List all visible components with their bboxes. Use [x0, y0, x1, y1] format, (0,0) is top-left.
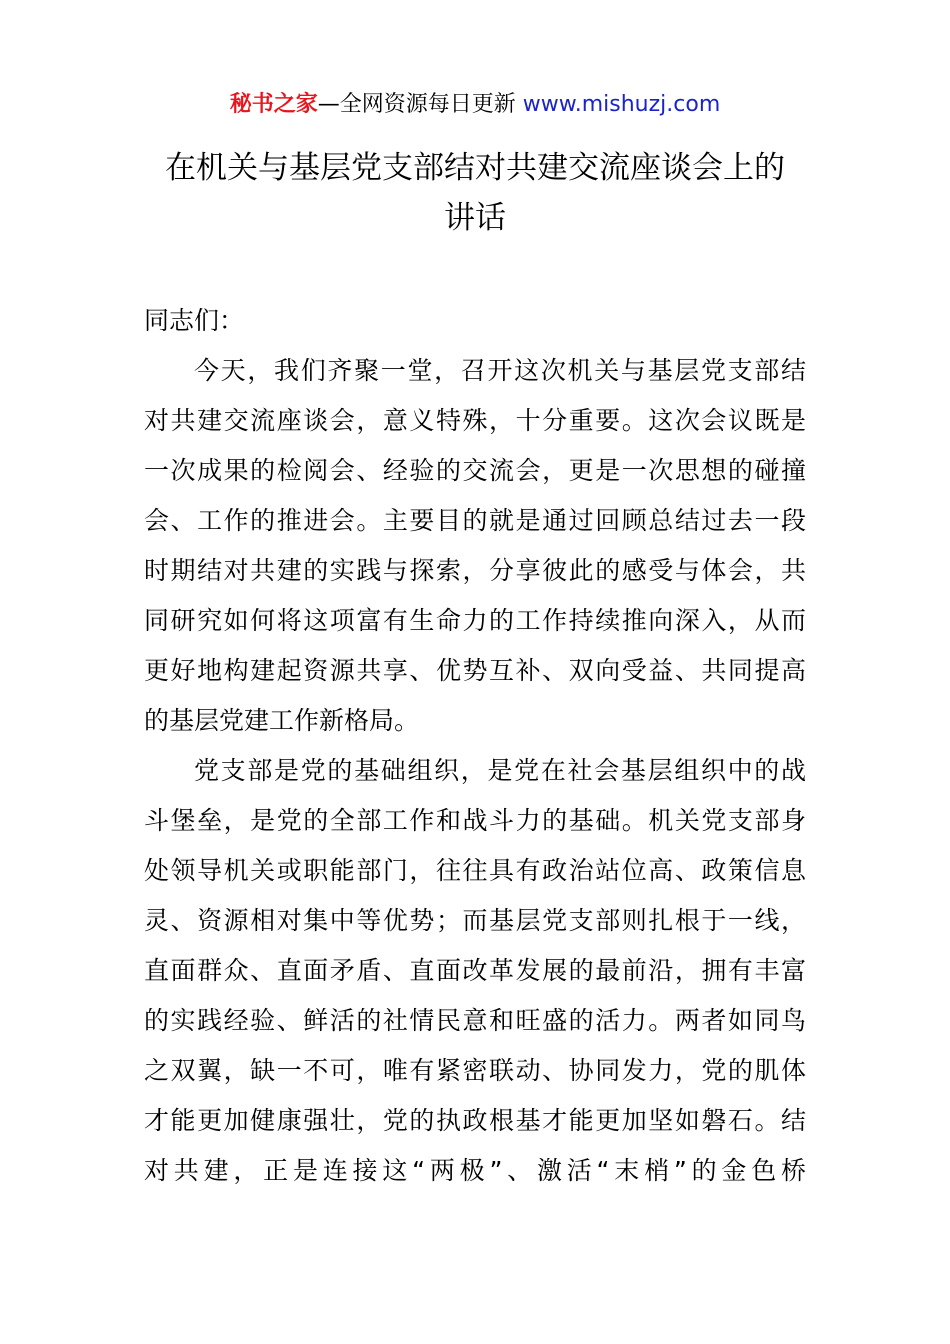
paragraph-line: 更好地构建起资源共享、优势互补、双向受益、共同提高 [144, 656, 806, 685]
title-line: 讲话 [444, 200, 506, 236]
document-title [100, 143, 850, 243]
site-url-link[interactable]: www.mishuzj.com [522, 92, 721, 117]
paragraph-line: 处领导机关或职能部门，往往具有政治站位高、政策信息 [144, 856, 806, 885]
paragraph-line: 对共建，正是连接这“两极”、激活“末梢”的金色桥 [144, 1156, 806, 1185]
paragraph-line: 灵、资源相对集中等优势；而基层党支部则扎根于一线， [144, 906, 806, 935]
paragraph-line: 会、工作的推进会。主要目的就是通过回顾总结过去一段 [144, 506, 806, 535]
salutation: 同志们： [144, 306, 245, 335]
paragraph-line: 对共建交流座谈会，意义特殊，十分重要。这次会议既是 [144, 406, 806, 435]
paragraph-line: 之双翼，缺一不可，唯有紧密联动、协同发力，党的肌体 [144, 1056, 806, 1085]
document-body [144, 296, 806, 1196]
paragraph-line: 的基层党建工作新格局。 [144, 706, 420, 735]
paragraph-1 [144, 346, 806, 746]
site-tagline: —全网资源每日更新 [317, 92, 523, 117]
site-brand: 秘书之家 [229, 92, 318, 117]
paragraph-2 [144, 746, 806, 1196]
paragraph-line: 才能更加健康强壮，党的执政根基才能更加坚如磐石。结 [144, 1106, 806, 1135]
paragraph-line: 党支部是党的基础组织，是党在社会基层组织中的战 [194, 756, 806, 785]
paragraph-line: 同研究如何将这项富有生命力的工作持续推向深入，从而 [144, 606, 806, 635]
paragraph-line: 今天，我们齐聚一堂，召开这次机关与基层党支部结 [194, 356, 806, 385]
paragraph-line: 直面群众、直面矛盾、直面改革发展的最前沿，拥有丰富 [144, 956, 806, 985]
site-header [0, 88, 950, 122]
title-line: 在机关与基层党支部结对共建交流座谈会上的 [165, 150, 785, 186]
paragraph-line: 斗堡垒，是党的全部工作和战斗力的基础。机关党支部身 [144, 806, 806, 835]
paragraph-line: 的实践经验、鲜活的社情民意和旺盛的活力。两者如同鸟 [144, 1006, 806, 1035]
paragraph-line: 一次成果的检阅会、经验的交流会，更是一次思想的碰撞 [144, 456, 806, 485]
paragraph-line: 时期结对共建的实践与探索，分享彼此的感受与体会，共 [144, 556, 806, 585]
